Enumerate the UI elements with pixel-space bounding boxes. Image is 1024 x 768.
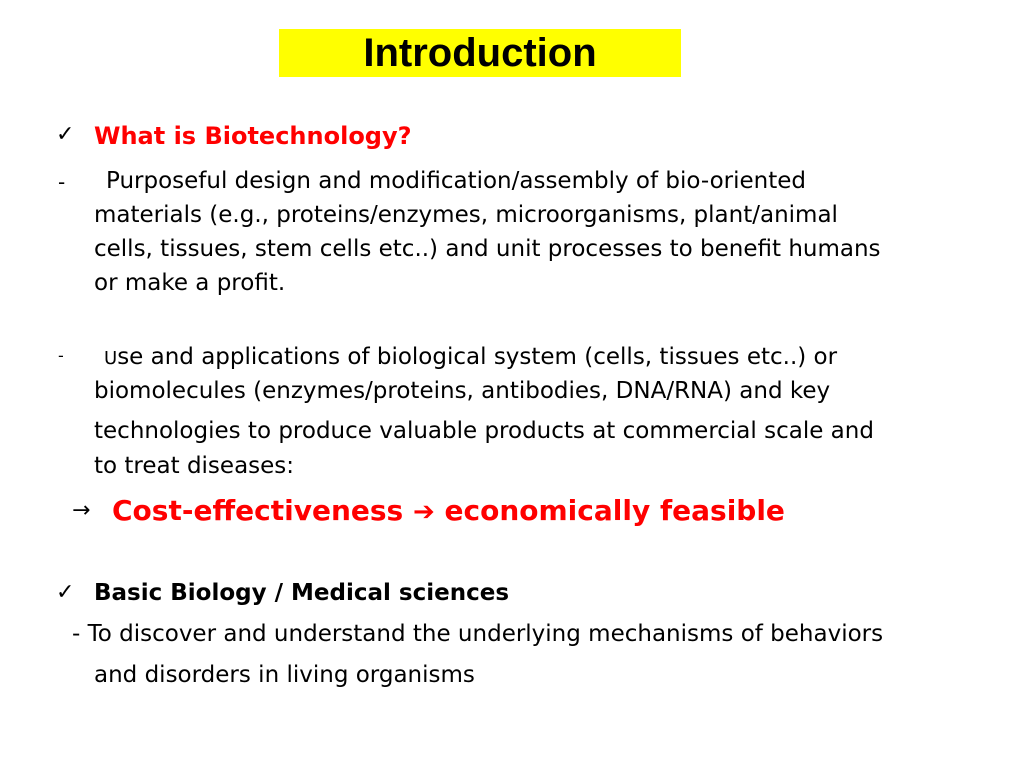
point2-first-letter: U xyxy=(104,348,118,369)
point1-line3: cells, tissues, stem cells etc..) and unit processes to benefit humans xyxy=(94,236,881,262)
section-heading-biotech: What is Biotechnology? xyxy=(94,122,412,150)
arrow-right-icon: ➔ xyxy=(412,497,435,527)
point2-line3: technologies to produce valuable products at commercial scale and xyxy=(94,418,874,444)
point2-line4: to treat diseases: xyxy=(94,453,295,479)
check-icon: ✓ xyxy=(56,122,75,147)
slide-title: Introduction xyxy=(363,30,597,75)
emphasis-economically-feasible: economically feasible xyxy=(444,494,785,527)
point2-line1-rest: se and applications of biological system (cells, tissues etc..) or xyxy=(117,344,838,370)
point2-line2: biomolecules (enzymes/proteins, antibodies, DNA/RNA) and key xyxy=(94,378,831,404)
arrow-right-icon: → xyxy=(72,498,91,523)
section2-line2: and disorders in living organisms xyxy=(94,662,475,688)
section2-line1: - To discover and understand the underlying mechanisms of behaviors xyxy=(72,621,884,647)
point1-line4: or make a profit. xyxy=(94,270,286,296)
emphasis-cost-effectiveness: Cost-effectiveness xyxy=(112,494,404,527)
dash-marker: - xyxy=(58,170,66,194)
point1-line2: materials (e.g., proteins/enzymes, microorganisms, plant/animal xyxy=(94,202,838,228)
dash-marker: - xyxy=(58,346,64,365)
check-icon: ✓ xyxy=(56,580,75,605)
section-heading-basic-biology: Basic Biology / Medical sciences xyxy=(94,580,510,606)
point1-line1: Purposeful design and modification/assembly of bio-oriented xyxy=(106,168,807,194)
emphasis-line xyxy=(112,494,785,527)
title-box xyxy=(279,29,681,77)
point2-line1 xyxy=(104,346,837,369)
